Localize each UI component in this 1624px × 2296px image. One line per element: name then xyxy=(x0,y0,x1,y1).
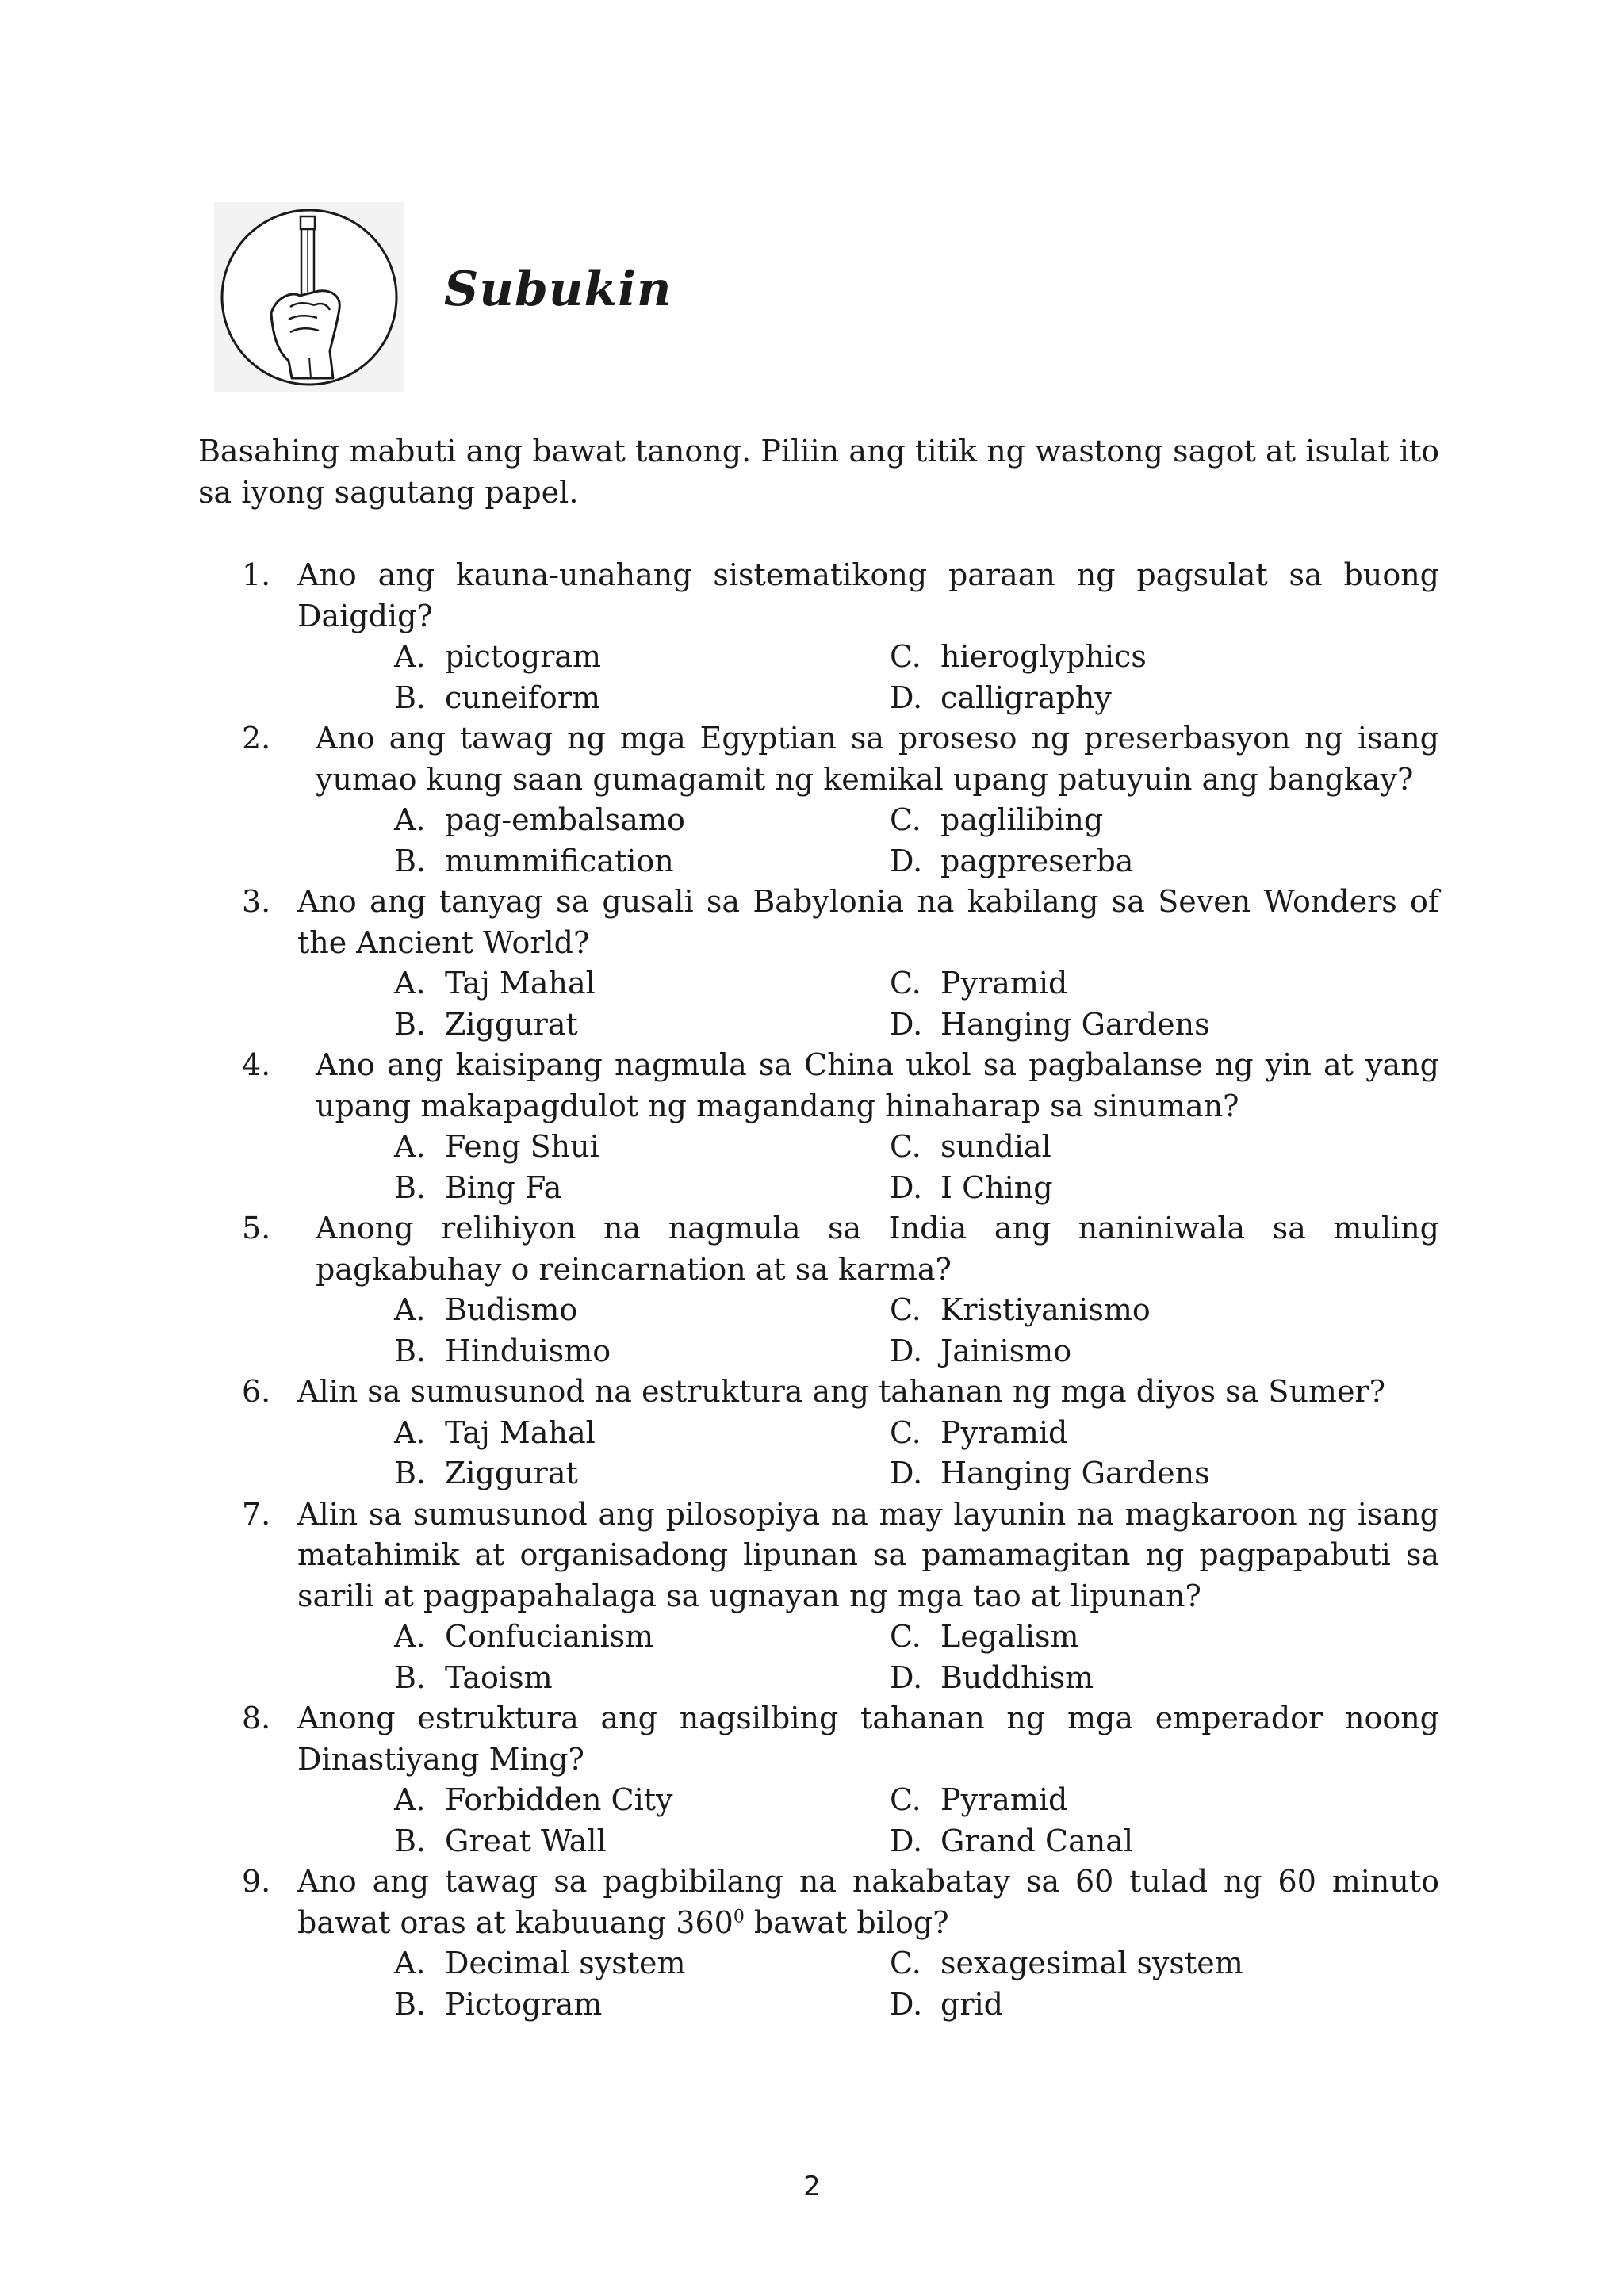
choice-text: Confucianism xyxy=(445,1619,654,1654)
question-text: Anong relihiyon na nagmula sa India ang naniniwala sa muling pagkabuhay o reincarnation at sa karma? xyxy=(316,1211,1439,1287)
choice-text: Pyramid xyxy=(940,966,1068,1001)
choice-text: pag-embalsamo xyxy=(445,802,685,837)
choice-option xyxy=(890,1617,1286,1658)
choice-option xyxy=(890,1290,1286,1331)
choice-letter: A. xyxy=(394,802,426,837)
choice-option xyxy=(890,1004,1286,1046)
choice-option xyxy=(394,1453,890,1494)
question-item xyxy=(0,718,1624,882)
question-number: 7. xyxy=(242,1496,271,1532)
choice-option xyxy=(890,1984,1286,2026)
choice-text: grid xyxy=(940,1986,1003,2022)
choice-text: Bing Fa xyxy=(445,1169,562,1205)
choice-option xyxy=(394,1413,890,1454)
choice-option xyxy=(890,841,1286,882)
choice-text: Hanging Gardens xyxy=(940,1006,1210,1042)
choice-letter: B. xyxy=(394,843,427,878)
choice-letter: C. xyxy=(890,802,921,837)
choice-letter: D. xyxy=(890,1986,923,2022)
choice-option xyxy=(394,1127,890,1168)
question-text-part: Ano ang tawag sa pagbibilang na nakabatay sa 60 tulad ng 60 minuto bawat oras at kabuuang 360 xyxy=(297,1864,1439,1940)
choice-grid xyxy=(394,800,1624,882)
choice-option xyxy=(394,1658,890,1699)
choice-option xyxy=(890,1821,1286,1862)
choice-text: Ziggurat xyxy=(445,1006,578,1042)
choice-option xyxy=(890,678,1286,719)
choice-letter: C. xyxy=(890,1129,921,1164)
choice-option xyxy=(890,637,1286,678)
section-header xyxy=(214,202,848,392)
choice-text: Feng Shui xyxy=(445,1129,599,1164)
choice-letter: D. xyxy=(890,1006,923,1042)
choice-text: Kristiyanismo xyxy=(940,1292,1151,1327)
choice-option xyxy=(394,841,890,882)
question-number: 6. xyxy=(242,1374,271,1409)
degree-superscript: 0 xyxy=(733,1906,745,1927)
choice-text: sexagesimal system xyxy=(940,1946,1243,1980)
choice-letter: D. xyxy=(890,843,923,878)
choice-letter: A. xyxy=(394,1782,426,1817)
choice-option xyxy=(394,1331,890,1372)
question-text: Alin sa sumusunod na estruktura ang tahanan ng mga diyos sa Sumer? xyxy=(297,1374,1385,1409)
choice-option xyxy=(890,800,1286,841)
choice-letter: B. xyxy=(394,1333,427,1368)
choice-letter: B. xyxy=(394,1986,427,2022)
choice-letter: B. xyxy=(394,1659,427,1695)
page-number: 2 xyxy=(803,2171,821,2202)
choice-text: Hanging Gardens xyxy=(940,1456,1210,1490)
choice-option xyxy=(890,1453,1286,1494)
choice-grid xyxy=(394,1943,1624,2025)
choice-option xyxy=(890,1168,1286,1209)
choice-letter: D. xyxy=(890,1169,923,1205)
question-text-part: bawat bilog? xyxy=(744,1904,949,1940)
question-text: Alin sa sumusunod ang pilosopiya na may layunin na magkaroon ng isang matahimik at organisadong lipunan sa pamamagitan ng pagpapabuti sa sarili at pagpapahalaga sa ugnayan ng mga tao at lipunan? xyxy=(297,1496,1439,1613)
choice-letter: D. xyxy=(890,1659,923,1695)
choice-letter: C. xyxy=(890,639,921,674)
choice-letter: B. xyxy=(394,1456,427,1490)
choice-letter: C. xyxy=(890,1292,921,1327)
choice-text: calligraphy xyxy=(940,679,1112,715)
choice-text: Grand Canal xyxy=(940,1823,1134,1858)
choice-letter: D. xyxy=(890,1823,923,1858)
question-number: 5. xyxy=(242,1211,271,1246)
choice-grid xyxy=(394,1290,1624,1372)
question-number: 8. xyxy=(242,1701,271,1735)
section-title: Subukin xyxy=(444,262,672,317)
choice-grid xyxy=(394,1780,1624,1862)
question-item xyxy=(0,882,1624,1045)
question-item xyxy=(0,1372,1624,1494)
choice-letter: A. xyxy=(394,1292,426,1327)
choice-text: pagpreserba xyxy=(940,843,1134,878)
choice-option xyxy=(394,637,890,678)
choice-option xyxy=(890,1943,1286,1984)
question-number: 4. xyxy=(242,1047,271,1082)
choice-letter: B. xyxy=(394,1169,427,1205)
choice-option xyxy=(394,1780,890,1821)
choice-letter: D. xyxy=(890,679,923,715)
choice-option xyxy=(394,963,890,1004)
choice-text: Taoism xyxy=(445,1659,553,1695)
choice-letter: A. xyxy=(394,1619,426,1654)
choice-text: cuneiform xyxy=(445,679,601,715)
choice-option xyxy=(890,1780,1286,1821)
question-number: 2. xyxy=(242,721,271,756)
choice-grid xyxy=(394,1617,1624,1698)
choice-text: Forbidden City xyxy=(445,1782,673,1817)
choice-grid xyxy=(394,1413,1624,1494)
choice-text: Hinduismo xyxy=(445,1333,611,1368)
choice-text: Jainismo xyxy=(940,1333,1072,1368)
choice-text: Buddhism xyxy=(940,1659,1094,1695)
question-item xyxy=(0,1862,1624,2025)
choice-option xyxy=(890,1658,1286,1699)
question-number: 3. xyxy=(242,884,271,919)
choice-letter: A. xyxy=(394,1946,426,1980)
choice-grid xyxy=(394,637,1624,718)
choice-option xyxy=(394,678,890,719)
question-list xyxy=(0,555,1624,2025)
choice-text: I Ching xyxy=(940,1169,1053,1205)
question-text: Anong estruktura ang nagsilbing tahanan ng mga emperador noong Dinastiyang Ming? xyxy=(297,1701,1439,1777)
choice-text: sundial xyxy=(940,1129,1051,1164)
question-text: Ano ang tawag ng mga Egyptian sa proseso ng preserbasyon ng isang yumao kung saan gumagamit ng kemikal upang patuyuin ang bangkay? xyxy=(316,721,1439,797)
choice-grid xyxy=(394,963,1624,1045)
choice-text: Legalism xyxy=(940,1619,1079,1654)
choice-option xyxy=(394,1004,890,1046)
choice-letter: A. xyxy=(394,1414,426,1450)
choice-option xyxy=(394,1821,890,1862)
question-text: Ano ang kaisipang nagmula sa China ukol sa pagbalanse ng yin at yang upang makapagdulot ng magandang hinaharap sa sinuman? xyxy=(316,1047,1439,1123)
pencil-in-hand-icon xyxy=(214,202,404,392)
choice-letter: C. xyxy=(890,1782,921,1817)
choice-letter: B. xyxy=(394,1823,427,1858)
choice-letter: B. xyxy=(394,1006,427,1042)
question-text xyxy=(297,1862,1439,1943)
instructions-text: Basahing mabuti ang bawat tanong. Piliin ang titik ng wastong sagot at isulat ito sa iyong sagutang papel. xyxy=(198,434,1439,510)
choice-option xyxy=(890,1413,1286,1454)
choice-text: Pyramid xyxy=(940,1414,1068,1450)
choice-option xyxy=(394,1290,890,1331)
choice-letter: C. xyxy=(890,1619,921,1654)
choice-letter: C. xyxy=(890,1946,921,1980)
question-text: Ano ang kauna-unahang sistematikong paraan ng pagsulat sa buong Daigdig? xyxy=(297,557,1439,633)
question-item xyxy=(0,1208,1624,1372)
question-item xyxy=(0,555,1624,718)
choice-text: Great Wall xyxy=(445,1823,607,1858)
choice-text: Taj Mahal xyxy=(445,966,596,1001)
choice-letter: D. xyxy=(890,1456,923,1490)
choice-letter: C. xyxy=(890,966,921,1001)
question-number: 1. xyxy=(242,557,271,592)
choice-option xyxy=(890,1127,1286,1168)
question-item xyxy=(0,1698,1624,1862)
question-item xyxy=(0,1045,1624,1208)
choice-text: Taj Mahal xyxy=(445,1414,596,1450)
choice-option xyxy=(394,1943,890,1984)
choice-option xyxy=(890,1331,1286,1372)
question-text: Ano ang tanyag sa gusali sa Babylonia na kabilang sa Seven Wonders of the Ancient World? xyxy=(297,884,1439,960)
choice-text: hieroglyphics xyxy=(940,639,1147,674)
choice-text: Budismo xyxy=(445,1292,578,1327)
choice-text: pictogram xyxy=(445,639,602,674)
choice-text: Pyramid xyxy=(940,1782,1068,1817)
choice-letter: A. xyxy=(394,966,426,1001)
choice-letter: C. xyxy=(890,1414,921,1450)
choice-option xyxy=(890,963,1286,1004)
choice-option xyxy=(394,1168,890,1209)
question-number: 9. xyxy=(242,1864,271,1899)
choice-text: paglilibing xyxy=(940,802,1104,837)
choice-option xyxy=(394,1984,890,2026)
choice-option xyxy=(394,800,890,841)
choice-text: mummification xyxy=(445,843,674,878)
question-item xyxy=(0,1494,1624,1699)
choice-grid xyxy=(394,1127,1624,1208)
choice-option xyxy=(394,1617,890,1658)
choice-letter: A. xyxy=(394,639,426,674)
choice-letter: B. xyxy=(394,679,427,715)
choice-letter: A. xyxy=(394,1129,426,1164)
choice-text: Ziggurat xyxy=(445,1456,578,1490)
choice-text: Pictogram xyxy=(445,1986,603,2022)
choice-letter: D. xyxy=(890,1333,923,1368)
choice-text: Decimal system xyxy=(445,1946,686,1980)
